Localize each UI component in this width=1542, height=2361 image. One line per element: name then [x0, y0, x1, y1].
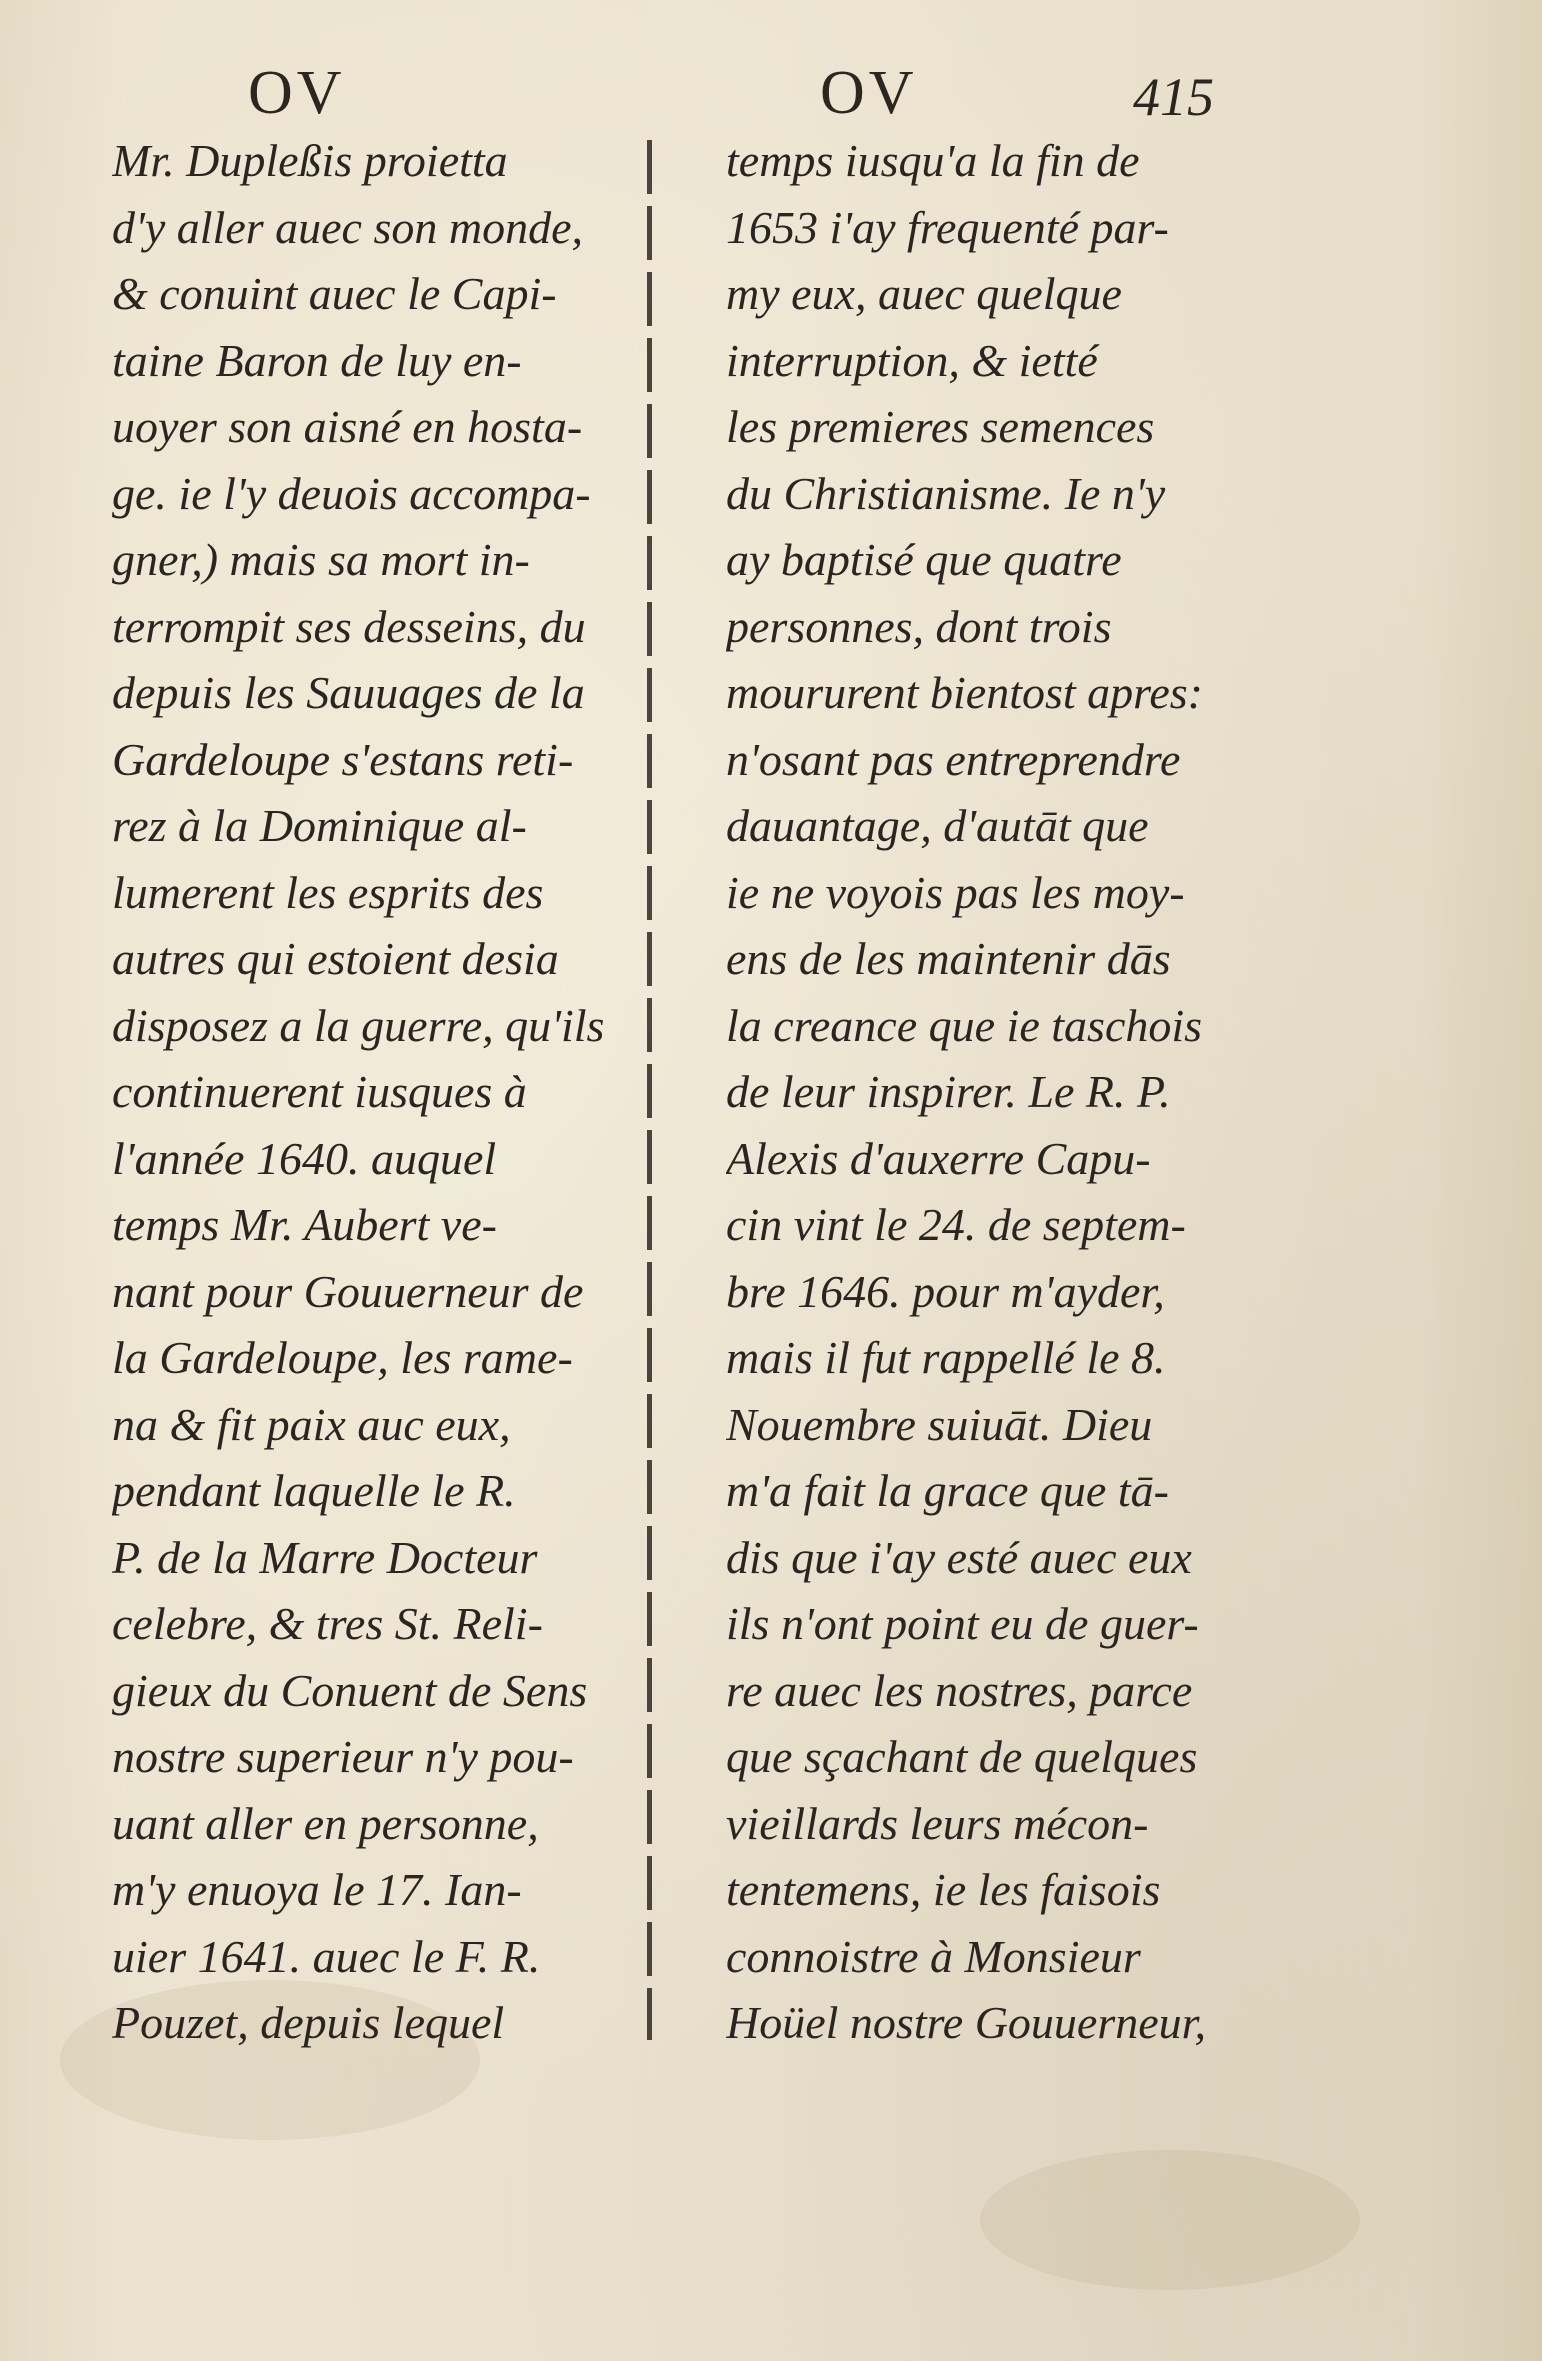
- text-line: temps iusqu'a la fin de: [726, 135, 1140, 186]
- running-head-left: OV: [248, 59, 346, 127]
- text-line: dauantage, d'autāt que: [726, 800, 1149, 851]
- running-head-right: OV: [820, 59, 918, 127]
- text-line: uant aller en personne,: [112, 1797, 539, 1849]
- text-line: d'y aller auec son monde,: [112, 201, 584, 253]
- text-line: moururent bientost apres:: [726, 667, 1204, 718]
- text-line: depuis les Sauuages de la: [112, 667, 585, 718]
- text-line: tentemens, ie les faisois: [726, 1864, 1161, 1915]
- text-line: P. de la Marre Docteur: [112, 1531, 538, 1583]
- text-line: mais il fut rappellé le 8.: [726, 1332, 1166, 1383]
- text-line: du Christianisme. Ie n'y: [726, 467, 1166, 519]
- text-line: rez à la Dominique al-: [112, 800, 527, 851]
- text-line: dis que i'ay esté auec eux: [726, 1531, 1192, 1583]
- text-line: la Gardeloupe, les rame-: [112, 1332, 573, 1383]
- text-column-right: [726, 128, 1286, 2057]
- text-line: interruption, & ietté: [726, 334, 1098, 386]
- text-line: celebre, & tres St. Reli-: [112, 1598, 543, 1649]
- text-line: personnes, dont trois: [726, 600, 1112, 652]
- paper-stain: [980, 2150, 1360, 2290]
- text-line: ie ne voyois pas les moy-: [726, 866, 1185, 918]
- text-line: de leur inspirer. Le R. P.: [726, 1066, 1171, 1117]
- text-line: ens de les maintenir dās: [726, 933, 1171, 984]
- text-line: ge. ie l'y deuois accompa-: [112, 467, 591, 519]
- text-line: les premieres semences: [726, 401, 1155, 452]
- text-line: na & fit paix auc eux,: [112, 1398, 511, 1450]
- text-line: lumerent les esprits des: [112, 866, 544, 918]
- text-line: & conuint auec le Capi-: [112, 268, 557, 319]
- text-line: uoyer son aisné en hosta-: [112, 401, 583, 452]
- text-line: gieux du Conuent de Sens: [112, 1664, 588, 1716]
- text-line: vieillards leurs mécon-: [726, 1797, 1149, 1849]
- text-line: la creance que ie taschois: [726, 999, 1203, 1051]
- text-line: pendant laquelle le R.: [112, 1465, 516, 1516]
- text-line: my eux, auec quelque: [726, 268, 1122, 319]
- text-line: disposez a la guerre, qu'ils: [112, 999, 605, 1051]
- column-divider-rule: [647, 140, 652, 2040]
- text-line: ils n'ont point eu de guer-: [726, 1598, 1199, 1649]
- text-line: gner,) mais sa mort in-: [112, 534, 530, 585]
- text-line: continuerent iusques à: [112, 1066, 527, 1117]
- text-line: taine Baron de luy en-: [112, 334, 522, 386]
- page-number: 415: [1133, 67, 1214, 127]
- text-line: bre 1646. pour m'ayder,: [726, 1265, 1165, 1317]
- text-line: l'année 1640. auquel: [112, 1132, 497, 1184]
- text-line: Hoüel nostre Gouuerneur,: [726, 1997, 1206, 2048]
- text-line: Pouzet, depuis lequel: [112, 1997, 505, 2048]
- text-column-left: [112, 128, 652, 2057]
- text-line: autres qui estoient desia: [112, 933, 559, 984]
- text-line: nostre superieur n'y pou-: [112, 1731, 574, 1782]
- text-line: Gardeloupe s'estans reti-: [112, 733, 574, 785]
- text-line: m'a fait la grace que tā-: [726, 1465, 1169, 1516]
- text-line: Alexis d'auxerre Capu-: [726, 1132, 1151, 1184]
- text-line: que sçachant de quelques: [726, 1731, 1198, 1782]
- text-line: Nouembre suiuāt. Dieu: [726, 1398, 1153, 1450]
- text-line: cin vint le 24. de septem-: [726, 1199, 1186, 1250]
- text-line: temps Mr. Aubert ve-: [112, 1199, 497, 1250]
- text-line: m'y enuoya le 17. Ian-: [112, 1864, 522, 1915]
- text-line: ay baptisé que quatre: [726, 534, 1122, 585]
- text-line: uier 1641. auec le F. R.: [112, 1930, 541, 1982]
- text-line: nant pour Gouuerneur de: [112, 1265, 584, 1317]
- text-line: 1653 i'ay frequenté par-: [726, 201, 1169, 253]
- text-line: Mr. Dupleßis proietta: [112, 135, 508, 186]
- text-line: connoistre à Monsieur: [726, 1930, 1141, 1982]
- text-line: terrompit ses desseins, du: [112, 600, 586, 652]
- text-line: n'osant pas entreprendre: [726, 733, 1181, 785]
- text-line: re auec les nostres, parce: [726, 1664, 1193, 1716]
